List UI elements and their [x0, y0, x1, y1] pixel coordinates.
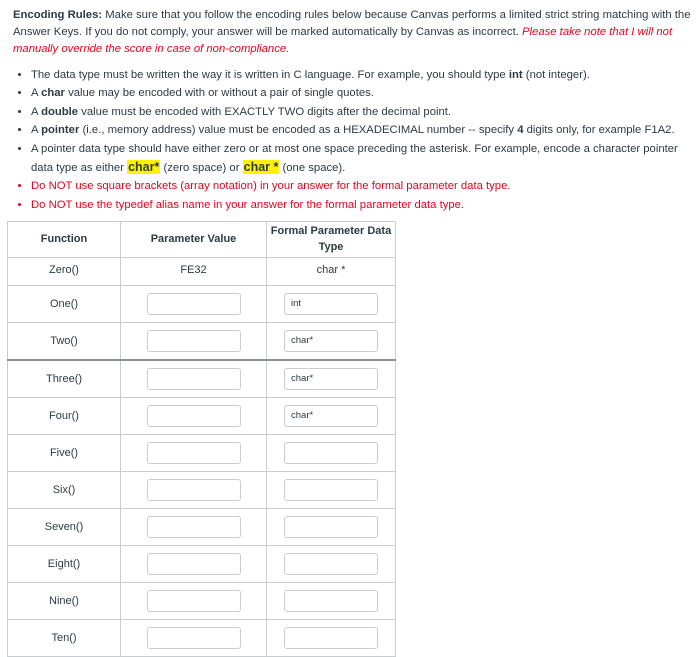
function-name: Two(): [8, 322, 121, 360]
function-name: Ten(): [8, 619, 121, 656]
list-item: • Do NOT use the typedef alias name in your answer for the formal parameter data type.: [31, 197, 694, 214]
function-name: One(): [8, 285, 121, 322]
rules-warning: Please take note that I will not manually override the score in case of non-compliance.: [13, 25, 673, 55]
highlight-char-one-space: char *: [243, 159, 279, 174]
table-row: [8, 360, 396, 398]
formal-parameter-type-input[interactable]: char*: [284, 330, 378, 352]
list-item: • A char value may be encoded with or without a pair of single quotes.: [31, 85, 694, 102]
parameter-value-input[interactable]: [147, 368, 241, 390]
formal-parameter-type-input[interactable]: [284, 479, 378, 501]
rules-list: [13, 67, 694, 214]
function-parameter-table: [7, 221, 396, 657]
list-item: • A pointer (i.e., memory address) value must be encoded as a HEXADECIMAL number -- specify 4 digits only, for example F1A2.: [31, 122, 694, 139]
header-parameter-value: Parameter Value: [121, 221, 267, 257]
rules-text: Make sure that you follow the encoding rules below because Canvas performs a limited strict string matching with the Answer Keys. If you do not comply, your answer will be marked automatically by Canvas as incorrect.: [13, 9, 691, 38]
table-row: [8, 322, 396, 360]
parameter-value-input[interactable]: [147, 553, 241, 575]
formal-parameter-type: char *: [267, 257, 396, 285]
function-name: Four(): [8, 397, 121, 434]
encoding-rules-paragraph: [13, 7, 694, 58]
function-name: Five(): [8, 434, 121, 471]
list-item: • A pointer data type should have either zero or at most one space preceding the asterisk. For example, encode a character pointer data type as either char* (zero space) or char * (one space).: [31, 141, 694, 177]
function-name: Seven(): [8, 508, 121, 545]
formal-parameter-type-input[interactable]: [284, 627, 378, 649]
parameter-value-input[interactable]: [147, 442, 241, 464]
function-name: Nine(): [8, 582, 121, 619]
parameter-value-input[interactable]: [147, 330, 241, 352]
function-name: Eight(): [8, 545, 121, 582]
formal-parameter-type-input[interactable]: [284, 553, 378, 575]
parameter-value: FE32: [121, 257, 267, 285]
function-name: Six(): [8, 471, 121, 508]
parameter-value-input[interactable]: [147, 479, 241, 501]
formal-parameter-type-input[interactable]: [284, 442, 378, 464]
table-row: [8, 619, 396, 656]
table-row: [8, 471, 396, 508]
formal-parameter-type-input[interactable]: char*: [284, 368, 378, 390]
formal-parameter-type-input[interactable]: [284, 590, 378, 612]
header-function: Function: [8, 221, 121, 257]
list-item: • Do NOT use square brackets (array notation) in your answer for the formal parameter data type.: [31, 178, 694, 195]
function-name: Three(): [8, 360, 121, 398]
table-row: [8, 397, 396, 434]
list-item: • A double value must be encoded with EXACTLY TWO digits after the decimal point.: [31, 104, 694, 121]
table-row: [8, 545, 396, 582]
function-name: Zero(): [8, 257, 121, 285]
list-item: • The data type must be written the way it is written in C language. For example, you should type int (not integer).: [31, 67, 694, 84]
parameter-value-input[interactable]: [147, 627, 241, 649]
rules-heading: Encoding Rules:: [13, 9, 103, 21]
table-header-row: [8, 221, 396, 257]
table-row: [8, 582, 396, 619]
table-row: [8, 508, 396, 545]
table-row: [8, 434, 396, 471]
formal-parameter-type-input[interactable]: [284, 516, 378, 538]
formal-parameter-type-input[interactable]: char*: [284, 405, 378, 427]
parameter-value-input[interactable]: [147, 590, 241, 612]
parameter-value-input[interactable]: [147, 405, 241, 427]
parameter-value-input[interactable]: [147, 293, 241, 315]
table-row: [8, 257, 396, 285]
parameter-value-input[interactable]: [147, 516, 241, 538]
formal-parameter-type-input[interactable]: int: [284, 293, 378, 315]
highlight-char-zero-space: char*: [128, 159, 160, 174]
table-row: [8, 285, 396, 322]
header-formal-parameter-data-type: Formal Parameter Data Type: [267, 221, 396, 257]
